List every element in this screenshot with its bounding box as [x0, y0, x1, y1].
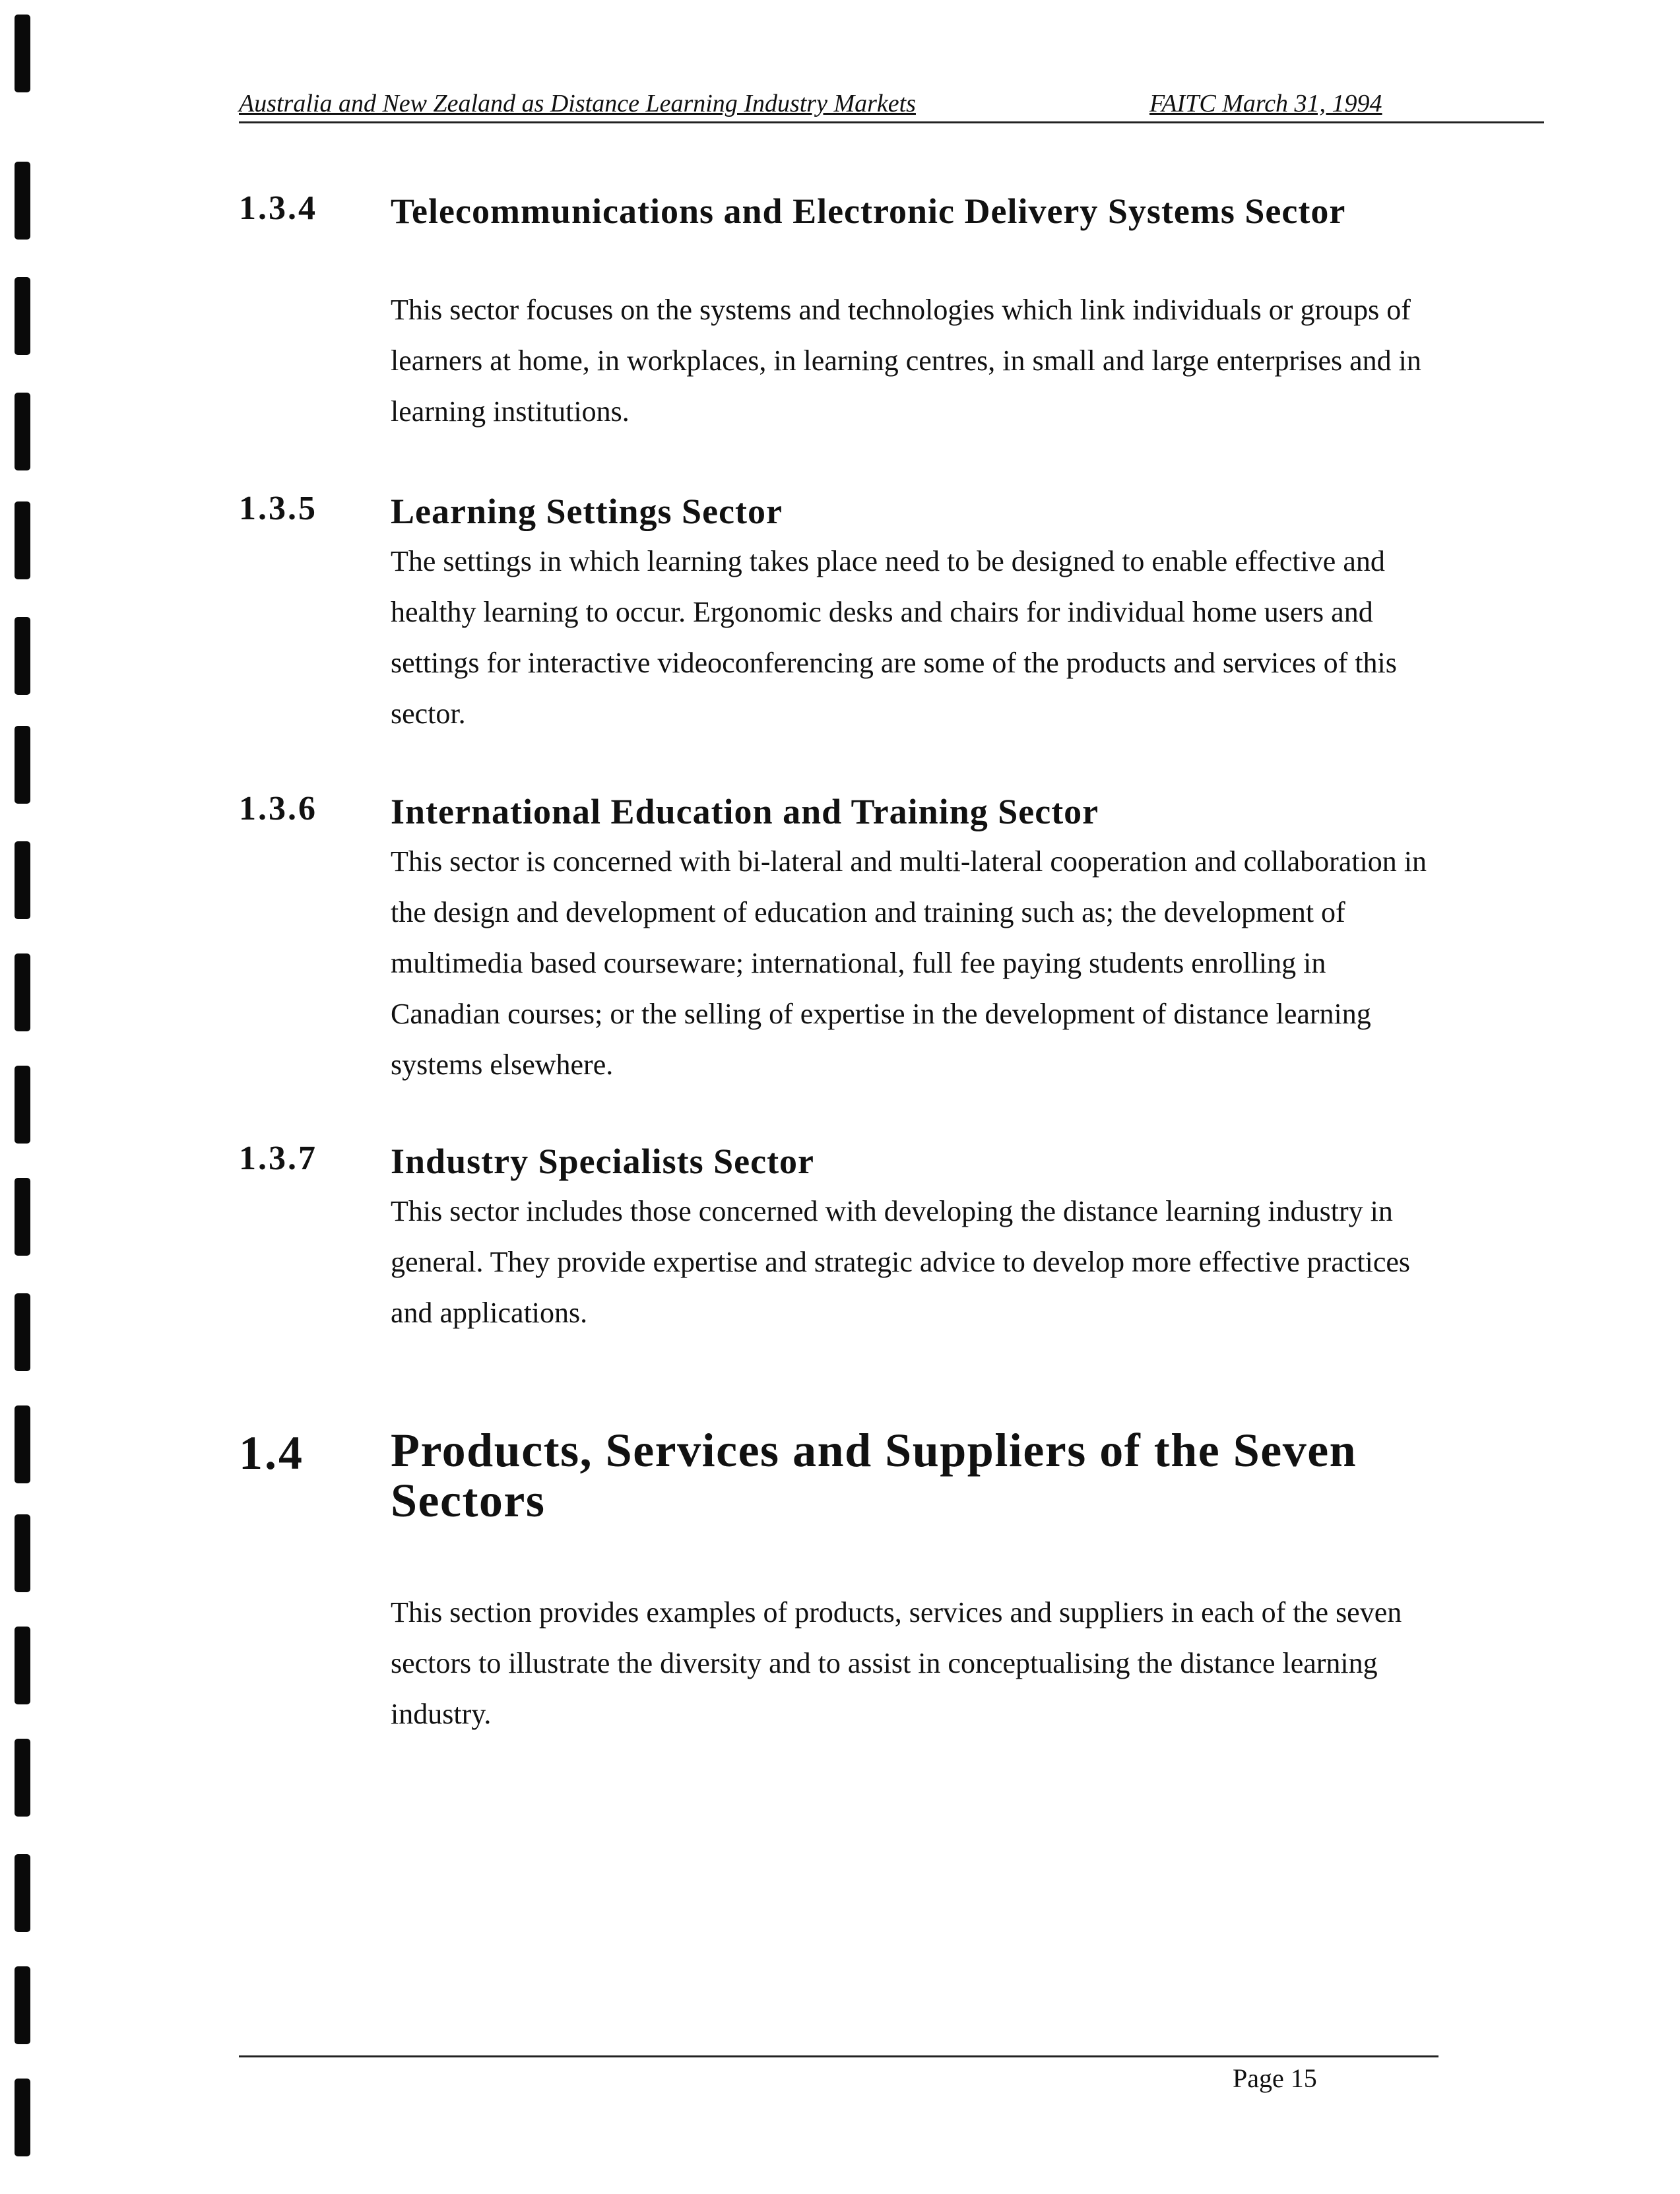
section-heading: Learning Settings Sector: [391, 492, 783, 531]
binding-hole: [15, 1178, 30, 1256]
binding-hole: [15, 162, 30, 240]
section-number: 1.3.7: [239, 1140, 317, 1177]
binding-hole: [15, 1293, 30, 1371]
binding-hole: [15, 1066, 30, 1144]
binding-hole: [15, 1739, 30, 1817]
binding-hole: [15, 501, 30, 579]
binding-hole: [15, 726, 30, 804]
binding-hole: [15, 953, 30, 1031]
section-body: This sector is concerned with bi-lateral and multi-lateral cooperation and collaboration in the design and development of education and training such as; the development of multimedia based courseware; international, full fee paying students enrolling in Canadian courses; or the selling of expertise in the development of distance learning systems elsewhere.: [391, 845, 1427, 1081]
running-header: [239, 87, 1544, 123]
header-org-date: FAITC March 31, 1994: [1149, 90, 1382, 117]
section-heading: Industry Specialists Sector: [391, 1142, 815, 1181]
section-number: 1.3.6: [239, 790, 317, 827]
binding-hole: [15, 393, 30, 470]
page-number: Page 15: [1233, 2063, 1317, 2093]
binding-holes: [0, 0, 53, 2194]
section-body: This section provides examples of products, services and suppliers in each of the seven sectors to illustrate the diversity and to assist in conceptualising the distance learning industry.: [391, 1596, 1402, 1730]
section-body: This sector focuses on the systems and technologies which link individuals or groups of learners at home, in workplaces, in learning centres, in small and large enterprises and in learning institutions.: [391, 294, 1421, 428]
section-heading: Telecommunications and Electronic Delivery Systems Sector: [391, 191, 1346, 231]
section-body: The settings in which learning takes place need to be designed to enable effective and healthy learning to occur. Ergonomic desks and chairs for individual home users and settings for interactive videoconferencing are some of the products and services of this sector.: [391, 545, 1397, 730]
section-heading: Products, Services and Suppliers of the Seven Sectors: [391, 1424, 1357, 1527]
header-document-title: Australia and New Zealand as Distance Learning Industry Markets: [239, 90, 916, 117]
section-number: 1.3.4: [239, 189, 317, 227]
binding-hole: [15, 2079, 30, 2156]
binding-hole: [15, 1627, 30, 1704]
binding-hole: [15, 15, 30, 92]
binding-hole: [15, 1854, 30, 1932]
section-number: 1.4: [239, 1427, 304, 1479]
binding-hole: [15, 617, 30, 695]
section-number: 1.3.5: [239, 490, 317, 527]
binding-hole: [15, 841, 30, 919]
binding-hole: [15, 1514, 30, 1592]
footer-rule: [239, 2055, 1438, 2057]
binding-hole: [15, 277, 30, 355]
section-heading: International Education and Training Sector: [391, 792, 1099, 831]
binding-hole: [15, 1966, 30, 2044]
section-body: This sector includes those concerned with developing the distance learning industry in general. They provide expertise and strategic advice to develop more effective practices and applications.: [391, 1195, 1411, 1329]
binding-hole: [15, 1405, 30, 1483]
